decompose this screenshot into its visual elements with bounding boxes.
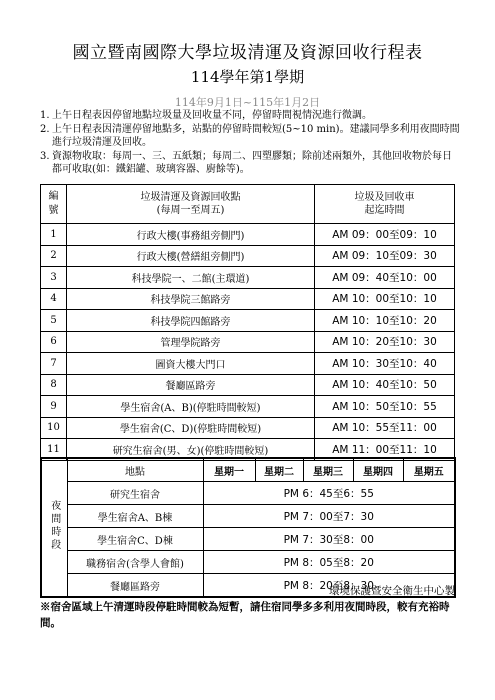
row-location: 餐廳區路旁 xyxy=(67,574,203,598)
table-row xyxy=(41,331,455,353)
row-location: 管理學院路旁 xyxy=(67,331,315,353)
notes-list xyxy=(40,109,460,177)
note-text: 上午日程表因停留地點垃圾量及回收量不同，停留時間視情況進行微調。 xyxy=(52,110,372,121)
row-location: 學生宿舍C、D棟 xyxy=(67,528,203,551)
row-number: 4 xyxy=(41,288,67,310)
row-time: AM 09：40至10：00 xyxy=(315,267,455,289)
row-number: 5 xyxy=(41,310,67,332)
row-time: AM 10：40至10：50 xyxy=(315,374,455,396)
row-location: 研究生宿舍 xyxy=(67,482,203,505)
row-time: AM 10：10至10：20 xyxy=(315,310,455,332)
row-time: AM 11：00至11：10 xyxy=(315,439,455,461)
table-header-row xyxy=(41,458,455,482)
row-location: 研究生宿舍(男、女)(停駐時間較短) xyxy=(67,439,315,461)
row-location: 圖資大樓大門口 xyxy=(67,353,315,375)
table-row xyxy=(41,245,455,267)
note-item xyxy=(40,150,460,177)
row-time: PM 8：20至8：30 xyxy=(203,574,455,598)
daytime-schedule-table xyxy=(40,184,455,461)
weekday-header: 星期四 xyxy=(353,458,403,482)
footer-note: ※宿舍區域上午清運時段停駐時間較為短暫，請住宿同學多多利用夜間時段，較有充裕時間。 xyxy=(40,601,450,629)
note-text: 上午日程表因清運停留地點多，站點的停留時間較短(5~10 min)。建議同學多利用夜間時間進行垃圾清運及回收。 xyxy=(52,123,460,148)
row-number: 8 xyxy=(41,374,67,396)
table-row xyxy=(41,310,455,332)
table-header-row xyxy=(41,185,455,224)
header-time: 垃圾及回收車 起迄時間 xyxy=(315,185,455,224)
row-location: 行政大樓(營繕組旁側門) xyxy=(67,245,315,267)
row-number: 11 xyxy=(41,439,67,461)
row-number: 9 xyxy=(41,396,67,418)
row-location: 餐廳區路旁 xyxy=(67,374,315,396)
row-number: 7 xyxy=(41,353,67,375)
row-location: 科技學院一、二館(主環道) xyxy=(67,267,315,289)
document-title: 國立暨南國際大學垃圾清運及資源回收行程表 xyxy=(72,43,423,63)
note-item xyxy=(40,109,460,123)
weekday-header: 星期五 xyxy=(403,458,455,482)
row-number: 10 xyxy=(41,417,67,439)
table-row xyxy=(41,353,455,375)
note-text: 資源物收取：每周一、三、五紙類；每周二、四塑膠類；除前述兩類外，其他回收物於每日都可收取(如：鐵鋁罐、玻璃容器、廚餘等)。 xyxy=(52,150,452,175)
row-location: 學生宿舍(C、D)(停駐時間較短) xyxy=(67,417,315,439)
row-time: PM 8：05至8：20 xyxy=(203,551,455,574)
weekday-header: 星期一 xyxy=(203,458,255,482)
row-time: AM 10：50至10：55 xyxy=(315,396,455,418)
row-number: 3 xyxy=(41,267,67,289)
row-time: AM 10：30至10：40 xyxy=(315,353,455,375)
weekday-header: 星期二 xyxy=(255,458,303,482)
row-location: 學生宿舍A、B棟 xyxy=(67,505,203,528)
row-location: 學生宿舍(A、B)(停駐時間較短) xyxy=(67,396,315,418)
row-time: AM 09：10至09：30 xyxy=(315,245,455,267)
row-time: AM 10：00至10：10 xyxy=(315,288,455,310)
row-location: 科技學院四館路旁 xyxy=(67,310,315,332)
row-number: 2 xyxy=(41,245,67,267)
date-range: 114年9月1日~115年1月2日 xyxy=(174,96,321,109)
table-row xyxy=(41,505,455,528)
row-location: 職務宿舍(含學人會館) xyxy=(67,551,203,574)
issuer-signature: 環境保護暨安全衛生中心製 xyxy=(329,585,455,597)
evening-schedule-table xyxy=(40,457,456,598)
note-number: 1. xyxy=(40,110,50,121)
note-number: 3. xyxy=(40,150,50,162)
table-row xyxy=(41,288,455,310)
table-row xyxy=(41,267,455,289)
table-row xyxy=(41,551,455,574)
table-row xyxy=(41,528,455,551)
row-time: PM 6：45至6：55 xyxy=(203,482,455,505)
row-location: 科技學院三館路旁 xyxy=(67,288,315,310)
weekday-header: 星期三 xyxy=(303,458,353,482)
note-number: 2. xyxy=(40,123,50,135)
row-time: PM 7：00至7：30 xyxy=(203,505,455,528)
evening-label: 夜間時段 xyxy=(41,458,67,597)
row-time: AM 09：00至09：10 xyxy=(315,224,455,246)
table-row xyxy=(41,396,455,418)
header-location: 地點 xyxy=(67,458,203,482)
table-row xyxy=(41,482,455,505)
row-time: AM 10：55至11：00 xyxy=(315,417,455,439)
note-item xyxy=(40,123,460,150)
header-number: 編號 xyxy=(41,185,67,224)
header-location: 垃圾清運及資源回收點 (每周一至周五) xyxy=(67,185,315,224)
row-number: 6 xyxy=(41,331,67,353)
row-number: 1 xyxy=(41,224,67,246)
row-time: PM 7：30至8：00 xyxy=(203,528,455,551)
table-row xyxy=(41,374,455,396)
table-row xyxy=(41,224,455,246)
row-location: 行政大樓(事務組旁側門) xyxy=(67,224,315,246)
semester-subtitle: 114學年第1學期 xyxy=(190,68,305,86)
row-time: AM 10：20至10：30 xyxy=(315,331,455,353)
table-row xyxy=(41,417,455,439)
